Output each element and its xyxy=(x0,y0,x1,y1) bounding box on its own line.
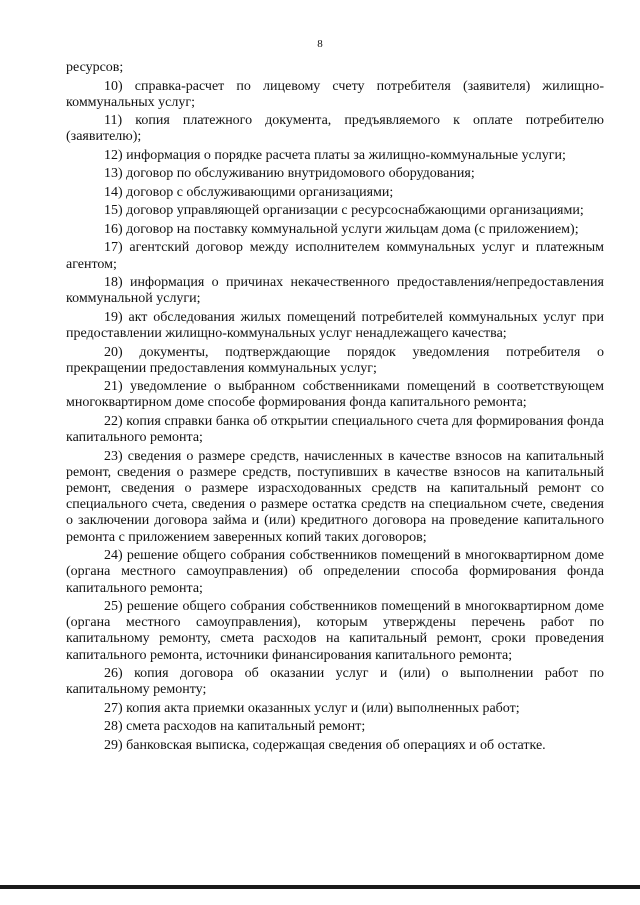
list-item: 16) договор на поставку коммунальной услуги жильцам дома (с приложением); xyxy=(104,221,579,237)
list-item: 27) копия акта приемки оказанных услуг и (или) выполненных работ; xyxy=(104,700,520,716)
list-item: 24) решение общего собрания собственников помещений в многоквартирном доме (органа местного самоуправления) об определении способа формирования фонда капитального ремонта; xyxy=(66,548,604,596)
list-item: 12) информация о порядке расчета платы за жилищно-коммунальные услуги; xyxy=(104,147,566,163)
list-item: 15) договор управляющей организации с ресурсоснабжающими организациями; xyxy=(104,203,584,219)
list-item: 14) договор с обслуживающими организациями; xyxy=(104,184,394,200)
list-item: 13) договор по обслуживанию внутридомового оборудования; xyxy=(104,166,475,182)
list-item: 10) справка-расчет по лицевому счету потребителя (заявителя) жилищно-коммунальных услуг; xyxy=(66,78,604,110)
list-item: 29) банковская выписка, содержащая сведения об операциях и об остатке. xyxy=(104,737,546,753)
list-item: 17) агентский договор между исполнителем коммунальных услуг и платежным агентом; xyxy=(66,240,604,272)
list-item: 25) решение общего собрания собственников помещений в многоквартирном доме (органа местного самоуправления), которым утверждены перечень работ по капитальному ремонту, смета расходов на капитальный ремонт, сроки проведения капитального ремонта, источники финансирования капитального ремонта; xyxy=(66,599,604,663)
list-item: 26) копия договора об оказании услуг и (или) о выполнении работ по капитальному ремонту; xyxy=(66,666,604,698)
page-number: 8 xyxy=(317,38,323,50)
list-item: 19) акт обследования жилых помещений потребителей коммунальных услуг при предоставлении жилищно-коммунальных услуг ненадлежащего качества; xyxy=(66,309,604,342)
list-item: 11) копия платежного документа, предъявляемого к оплате потребителю (заявителю); xyxy=(66,113,604,145)
list-item: 20) документы, подтверждающие порядок уведомления потребителя о прекращении предоставления коммунальных услуг; xyxy=(66,344,604,376)
list-item: 23) сведения о размере средств, начисленных в качестве взносов на капитальный ремонт, сведения о размере средств, поступивших в качестве взносов на капитальный ремонт, сведения о размере израсходованных средств на капитальный ремонт со специального счета, сведения о размере остатка средств на специальном счете, сведения о заключении договора займа и (или) кредитного договора на проведение капитального ремонта с приложением заверенных копий таких договоров; xyxy=(66,448,604,545)
continuation-text: ресурсов; xyxy=(66,60,124,75)
bottom-border-line xyxy=(0,885,640,889)
list-item: 22) копия справки банка об открытии специального счета для формирования фонда капитального ремонта; xyxy=(66,413,604,446)
list-item: 21) уведомление о выбранном собственниками помещений в соответствующем многоквартирном доме способе формирования фонда капитального ремонта; xyxy=(66,379,604,411)
list-item: 18) информация о причинах некачественного предоставления/непредоставления коммунальной услуги; xyxy=(66,275,604,307)
list-item: 28) смета расходов на капитальный ремонт; xyxy=(104,719,366,735)
document-body xyxy=(66,60,604,756)
